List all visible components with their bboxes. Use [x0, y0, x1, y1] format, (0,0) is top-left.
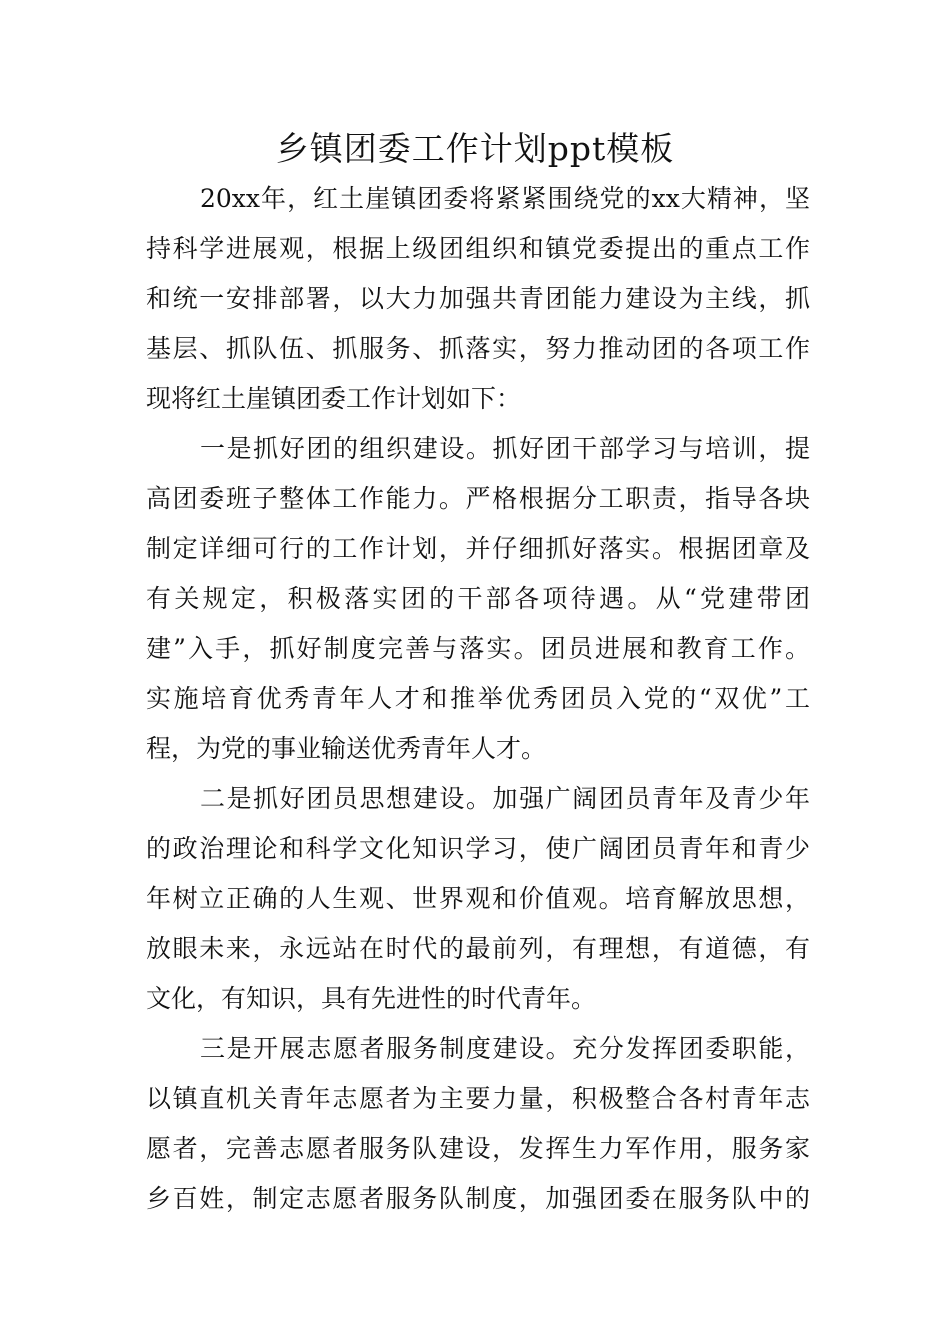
paragraph-3-line-5: 文化，有知识，具有先进性的时代青年。 [146, 984, 597, 1013]
paragraph-1-line-2: 持科学进展观，根据上级团组织和镇党委提出的重点工作 [146, 234, 810, 263]
paragraph-3-line-1: 二是抓好团员思想建设。加强广阔团员青年及青少年 [200, 784, 810, 813]
paragraph-2-line-6: 实施培育优秀青年人才和推举优秀团员入党的“双优”工 [146, 684, 810, 713]
paragraph-1-line-3: 和统一安排部署，以大力加强共青团能力建设为主线，抓 [146, 284, 810, 313]
paragraph-4-line-3: 愿者，完善志愿者服务队建设，发挥生力军作用，服务家 [146, 1134, 810, 1163]
paragraph-1-line-5: 现将红土崖镇团委工作计划如下： [146, 384, 522, 413]
paragraph-1-line-4: 基层、抓队伍、抓服务、抓落实，努力推动团的各项工作 [146, 334, 810, 363]
paragraph-2-line-3: 制定详细可行的工作计划，并仔细抓好落实。根据团章及 [146, 534, 810, 563]
paragraph-2-line-7: 程，为党的事业输送优秀青年人才。 [146, 734, 547, 763]
paragraph-3-line-3: 年树立正确的人生观、世界观和价值观。培育解放思想， [146, 884, 810, 913]
paragraph-2-line-1: 一是抓好团的组织建设。抓好团干部学习与培训，提 [200, 434, 810, 463]
paragraph-4-line-1: 三是开展志愿者服务制度建设。充分发挥团委职能， [200, 1034, 810, 1063]
paragraph-2-line-4: 有关规定，积极落实团的干部各项待遇。从“党建带团 [146, 584, 810, 613]
paragraph-1-line-1: 20xx年，红土崖镇团委将紧紧围绕党的xx大精神，坚 [200, 184, 810, 213]
paragraph-3-line-4: 放眼未来，永远站在时代的最前列，有理想，有道德，有 [146, 934, 810, 963]
paragraph-2-line-5: 建”入手，抓好制度完善与落实。团员进展和教育工作。 [146, 634, 810, 663]
paragraph-4-line-4: 乡百姓，制定志愿者服务队制度，加强团委在服务队中的 [146, 1184, 810, 1213]
paragraph-3-line-2: 的政治理论和科学文化知识学习，使广阔团员青年和青少 [146, 834, 810, 863]
document-title: 乡镇团委工作计划ppt模板 [275, 129, 675, 168]
paragraph-2-line-2: 高团委班子整体工作能力。严格根据分工职责，指导各块 [146, 484, 810, 513]
paragraph-4-line-2: 以镇直机关青年志愿者为主要力量，积极整合各村青年志 [146, 1084, 810, 1113]
